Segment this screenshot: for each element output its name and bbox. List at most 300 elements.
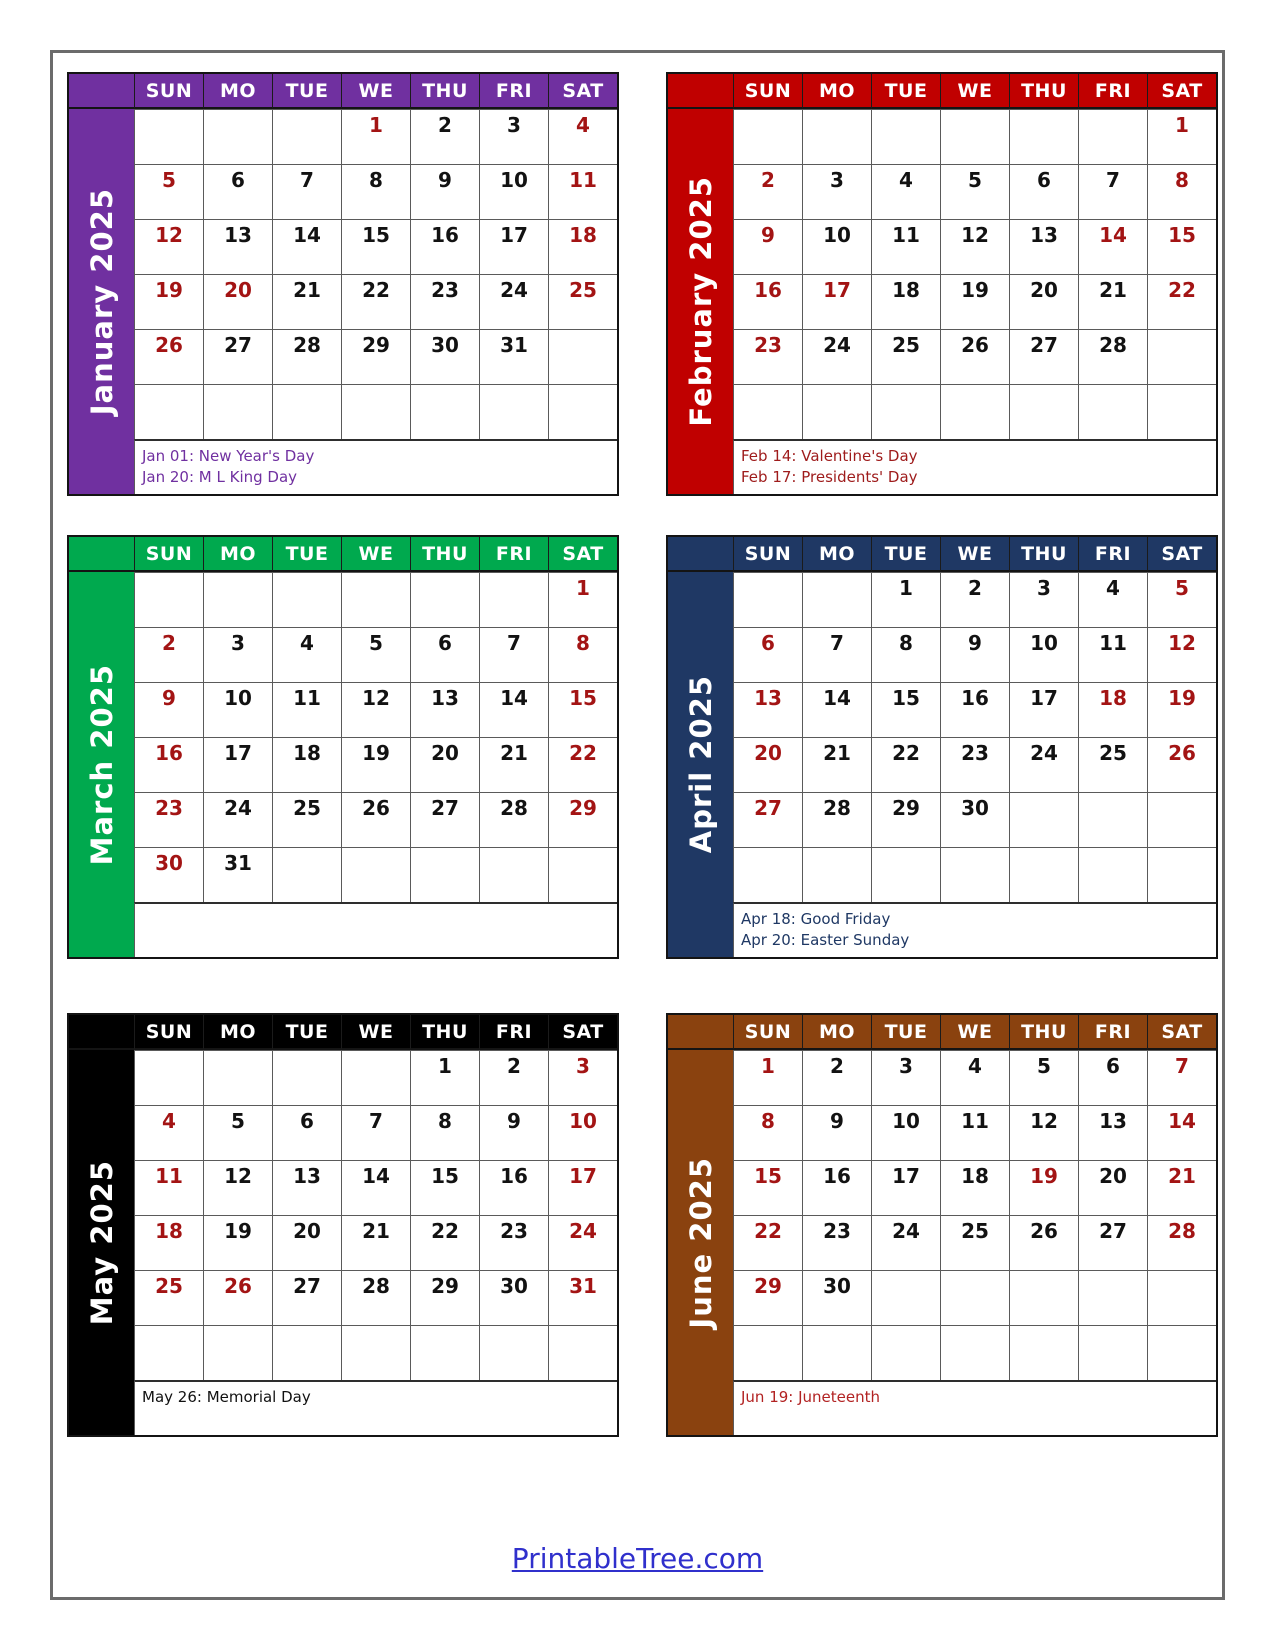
day-number: 20 [224,278,252,302]
day-number: 14 [362,1164,390,1188]
header-corner-cell [668,74,733,109]
day-number: 29 [362,333,390,357]
day-number: 29 [754,1274,782,1298]
day-cell [410,627,479,682]
day-cell [871,792,940,847]
day-number: 8 [761,1109,775,1133]
day-number: 16 [823,1164,851,1188]
day-number: 24 [1030,741,1058,765]
holiday-note: Jan 20: M L King Day [142,468,298,486]
day-cell [134,1215,203,1270]
day-number: 12 [362,686,390,710]
day-number: 7 [1175,1054,1189,1078]
day-header-cell: TUE [871,74,940,109]
day-cell [479,274,548,329]
day-cell [940,682,1009,737]
day-cell [802,274,871,329]
day-number: 13 [754,686,782,710]
month-block-february-2025 [666,72,1218,496]
day-cell [871,1105,940,1160]
day-cell [479,384,548,439]
day-number: 4 [300,631,314,655]
day-cell [1009,682,1078,737]
day-number: 9 [162,686,176,710]
day-number: 10 [500,168,528,192]
day-cell [410,384,479,439]
day-number: 2 [761,168,775,192]
day-number: 28 [823,796,851,820]
day-number: 17 [224,741,252,765]
day-cell [733,1160,802,1215]
day-number: 1 [438,1054,452,1078]
day-cell [1147,1325,1216,1380]
day-cell [410,1325,479,1380]
day-cell [203,847,272,902]
day-number: 29 [569,796,597,820]
day-number: 27 [431,796,459,820]
day-number: 29 [892,796,920,820]
day-cell [871,627,940,682]
day-cell [479,682,548,737]
day-number: 5 [1175,576,1189,600]
month-sidebar [668,1050,733,1435]
day-cell [1078,627,1147,682]
day-cell [733,737,802,792]
day-cell [1078,1050,1147,1105]
day-number: 3 [899,1054,913,1078]
day-cell [272,274,341,329]
header-corner-cell [668,1015,733,1050]
day-cell [1147,737,1216,792]
day-header-cell: FRI [1078,537,1147,572]
day-number: 17 [500,223,528,247]
day-cell [1147,847,1216,902]
day-cell [134,627,203,682]
day-cell [548,109,617,164]
day-cell [341,682,410,737]
holiday-notes [733,1380,1216,1435]
day-number: 11 [892,223,920,247]
day-cell [802,1105,871,1160]
day-number: 22 [1168,278,1196,302]
day-cell [733,109,802,164]
day-header-cell: MO [802,537,871,572]
day-number: 28 [362,1274,390,1298]
day-cell [1147,1105,1216,1160]
month-sidebar [69,109,134,494]
day-number: 19 [362,741,390,765]
day-number: 23 [500,1219,528,1243]
day-cell [548,1160,617,1215]
day-number: 7 [830,631,844,655]
day-number: 14 [293,223,321,247]
day-cell [1009,164,1078,219]
day-cell [272,572,341,627]
day-number: 25 [293,796,321,820]
day-cell [802,1215,871,1270]
day-cell [940,737,1009,792]
day-header-cell: FRI [1078,1015,1147,1050]
day-cell [1009,792,1078,847]
day-cell [733,1050,802,1105]
day-cell [134,682,203,737]
day-number: 4 [968,1054,982,1078]
day-cell [940,109,1009,164]
day-number: 21 [823,741,851,765]
day-cell [1078,329,1147,384]
day-number: 8 [1175,168,1189,192]
day-cell [1009,274,1078,329]
day-number: 7 [1106,168,1120,192]
day-cell [802,1160,871,1215]
day-cell [341,109,410,164]
month-sidebar [69,1050,134,1435]
day-cell [1009,737,1078,792]
day-cell [940,792,1009,847]
day-cell [479,164,548,219]
day-cell [871,384,940,439]
day-number: 2 [162,631,176,655]
day-cell [1078,164,1147,219]
day-number: 15 [569,686,597,710]
day-cell [940,1160,1009,1215]
day-header-cell: SAT [548,74,617,109]
day-cell [548,737,617,792]
day-cell [548,274,617,329]
day-number: 27 [293,1274,321,1298]
day-number: 18 [293,741,321,765]
day-cell [479,627,548,682]
day-cell [871,1215,940,1270]
day-cell [802,1325,871,1380]
day-number: 8 [576,631,590,655]
day-cell [341,164,410,219]
day-cell [1078,1270,1147,1325]
day-header-cell: SUN [134,1015,203,1050]
day-cell [871,682,940,737]
day-cell [802,627,871,682]
day-cell [272,1325,341,1380]
day-header-cell: FRI [479,537,548,572]
day-cell [272,219,341,274]
day-number: 6 [1106,1054,1120,1078]
day-cell [203,682,272,737]
day-number: 19 [155,278,183,302]
day-cell [272,847,341,902]
month-block-march-2025 [67,535,619,959]
day-number: 13 [1030,223,1058,247]
day-number: 31 [500,333,528,357]
footer-link[interactable]: PrintableTree.com [511,1542,764,1575]
day-header-cell: THU [410,537,479,572]
day-cell [1078,1215,1147,1270]
day-cell [479,1105,548,1160]
day-number: 20 [431,741,459,765]
day-number: 16 [155,741,183,765]
day-number: 22 [431,1219,459,1243]
day-number: 26 [1168,741,1196,765]
day-number: 26 [362,796,390,820]
day-cell [1147,274,1216,329]
day-cell [203,1270,272,1325]
day-number: 30 [823,1274,851,1298]
day-number: 19 [1030,1164,1058,1188]
day-cell [940,1215,1009,1270]
day-cell [1147,109,1216,164]
day-number: 30 [500,1274,528,1298]
day-number: 23 [155,796,183,820]
day-number: 17 [892,1164,920,1188]
day-cell [1009,109,1078,164]
holiday-note: May 26: Memorial Day [142,1388,311,1406]
day-header-cell: TUE [272,1015,341,1050]
day-cell [548,219,617,274]
day-cell [134,164,203,219]
day-cell [802,164,871,219]
month-sidebar [69,572,134,957]
day-number: 21 [293,278,321,302]
day-number: 6 [1037,168,1051,192]
day-cell [733,329,802,384]
day-number: 20 [1030,278,1058,302]
day-cell [479,1160,548,1215]
day-number: 12 [1168,631,1196,655]
day-number: 11 [961,1109,989,1133]
day-header-cell: WE [341,537,410,572]
day-cell [871,274,940,329]
month-title: June 2025 [683,1156,718,1329]
day-header-cell: SUN [733,537,802,572]
day-number: 3 [231,631,245,655]
month-title: April 2025 [683,675,718,854]
holiday-note: Jun 19: Juneteenth [741,1388,881,1406]
day-number: 14 [1099,223,1127,247]
day-number: 23 [431,278,459,302]
day-header-cell: SAT [548,537,617,572]
day-cell [548,164,617,219]
day-number: 21 [1099,278,1127,302]
day-cell [548,1105,617,1160]
day-header-cell: TUE [272,537,341,572]
day-cell [341,384,410,439]
day-number: 29 [431,1274,459,1298]
day-cell [341,219,410,274]
day-cell [341,792,410,847]
day-cell [733,792,802,847]
holiday-note: Feb 14: Valentine's Day [741,447,918,465]
day-cell [341,1105,410,1160]
calendar-page [50,50,1225,1600]
day-cell [733,164,802,219]
day-number: 4 [1106,576,1120,600]
day-number: 24 [569,1219,597,1243]
day-cell [548,572,617,627]
day-cell [479,1270,548,1325]
day-cell [733,572,802,627]
day-number: 1 [369,113,383,137]
day-number: 11 [155,1164,183,1188]
day-cell [410,1270,479,1325]
day-cell [1078,274,1147,329]
day-cell [134,792,203,847]
day-cell [410,109,479,164]
day-cell [410,1105,479,1160]
day-cell [203,109,272,164]
day-cell [548,792,617,847]
day-cell [548,847,617,902]
day-cell [1009,329,1078,384]
day-cell [871,847,940,902]
day-cell [1147,792,1216,847]
day-number: 31 [569,1274,597,1298]
day-number: 10 [569,1109,597,1133]
day-number: 13 [224,223,252,247]
day-cell [272,164,341,219]
day-number: 18 [1099,686,1127,710]
day-number: 22 [892,741,920,765]
day-cell [203,274,272,329]
day-header-cell: SAT [1147,1015,1216,1050]
day-cell [341,329,410,384]
day-cell [203,1215,272,1270]
day-cell [341,1160,410,1215]
day-cell [802,219,871,274]
day-number: 23 [823,1219,851,1243]
day-number: 9 [968,631,982,655]
day-number: 8 [369,168,383,192]
day-number: 26 [155,333,183,357]
day-cell [1078,1325,1147,1380]
day-cell [479,1050,548,1105]
day-number: 18 [569,223,597,247]
day-cell [940,572,1009,627]
day-number: 12 [1030,1109,1058,1133]
day-header-cell: SUN [733,1015,802,1050]
day-number: 24 [892,1219,920,1243]
day-number: 12 [224,1164,252,1188]
day-number: 23 [754,333,782,357]
day-number: 14 [1168,1109,1196,1133]
day-number: 8 [899,631,913,655]
day-number: 28 [1168,1219,1196,1243]
day-cell [1147,1160,1216,1215]
day-number: 28 [500,796,528,820]
day-cell [203,572,272,627]
day-number: 30 [961,796,989,820]
day-cell [1009,1050,1078,1105]
day-cell [410,682,479,737]
day-header-cell: SAT [1147,537,1216,572]
day-number: 13 [293,1164,321,1188]
day-cell [802,572,871,627]
day-number: 19 [1168,686,1196,710]
day-number: 28 [1099,333,1127,357]
day-number: 3 [507,113,521,137]
day-cell [1147,1050,1216,1105]
day-cell [341,1270,410,1325]
day-cell [871,164,940,219]
month-title: March 2025 [84,663,119,866]
day-header-cell: SAT [1147,74,1216,109]
day-number: 20 [754,741,782,765]
month-title: May 2025 [84,1159,119,1326]
day-cell [1078,847,1147,902]
day-cell [272,792,341,847]
day-header-cell: WE [940,1015,1009,1050]
month-sidebar [668,109,733,494]
day-cell [548,1050,617,1105]
month-title: January 2025 [84,187,119,416]
day-cell [134,737,203,792]
day-number: 12 [961,223,989,247]
day-number: 5 [1037,1054,1051,1078]
day-cell [1078,384,1147,439]
day-cell [341,572,410,627]
day-header-cell: TUE [871,1015,940,1050]
day-cell [134,109,203,164]
day-header-cell: SUN [134,537,203,572]
day-number: 12 [155,223,183,247]
day-cell [134,219,203,274]
day-cell [410,164,479,219]
day-number: 6 [438,631,452,655]
day-number: 4 [162,1109,176,1133]
day-cell [134,1105,203,1160]
day-number: 9 [507,1109,521,1133]
holiday-notes [134,1380,617,1435]
day-number: 26 [224,1274,252,1298]
day-number: 17 [569,1164,597,1188]
day-cell [203,737,272,792]
day-cell [272,329,341,384]
day-cell [548,627,617,682]
day-header-cell: WE [940,74,1009,109]
day-header-cell: TUE [871,537,940,572]
day-cell [410,847,479,902]
day-cell [733,274,802,329]
day-cell [1078,572,1147,627]
day-number: 16 [500,1164,528,1188]
day-number: 15 [362,223,390,247]
day-cell [1147,1215,1216,1270]
day-number: 1 [899,576,913,600]
day-cell [1009,847,1078,902]
day-cell [940,274,1009,329]
day-number: 7 [369,1109,383,1133]
day-header-cell: THU [1009,537,1078,572]
day-cell [272,627,341,682]
day-cell [871,109,940,164]
day-number: 28 [293,333,321,357]
day-number: 31 [224,851,252,875]
day-cell [479,572,548,627]
day-number: 14 [823,686,851,710]
day-cell [548,329,617,384]
day-number: 9 [830,1109,844,1133]
day-cell [272,1105,341,1160]
day-number: 25 [569,278,597,302]
day-number: 15 [1168,223,1196,247]
day-cell [203,1050,272,1105]
day-number: 11 [569,168,597,192]
day-cell [802,1270,871,1325]
day-number: 10 [823,223,851,247]
month-title: February 2025 [683,176,718,427]
day-cell [871,1050,940,1105]
day-number: 4 [576,113,590,137]
day-number: 24 [500,278,528,302]
month-block-january-2025 [67,72,619,496]
